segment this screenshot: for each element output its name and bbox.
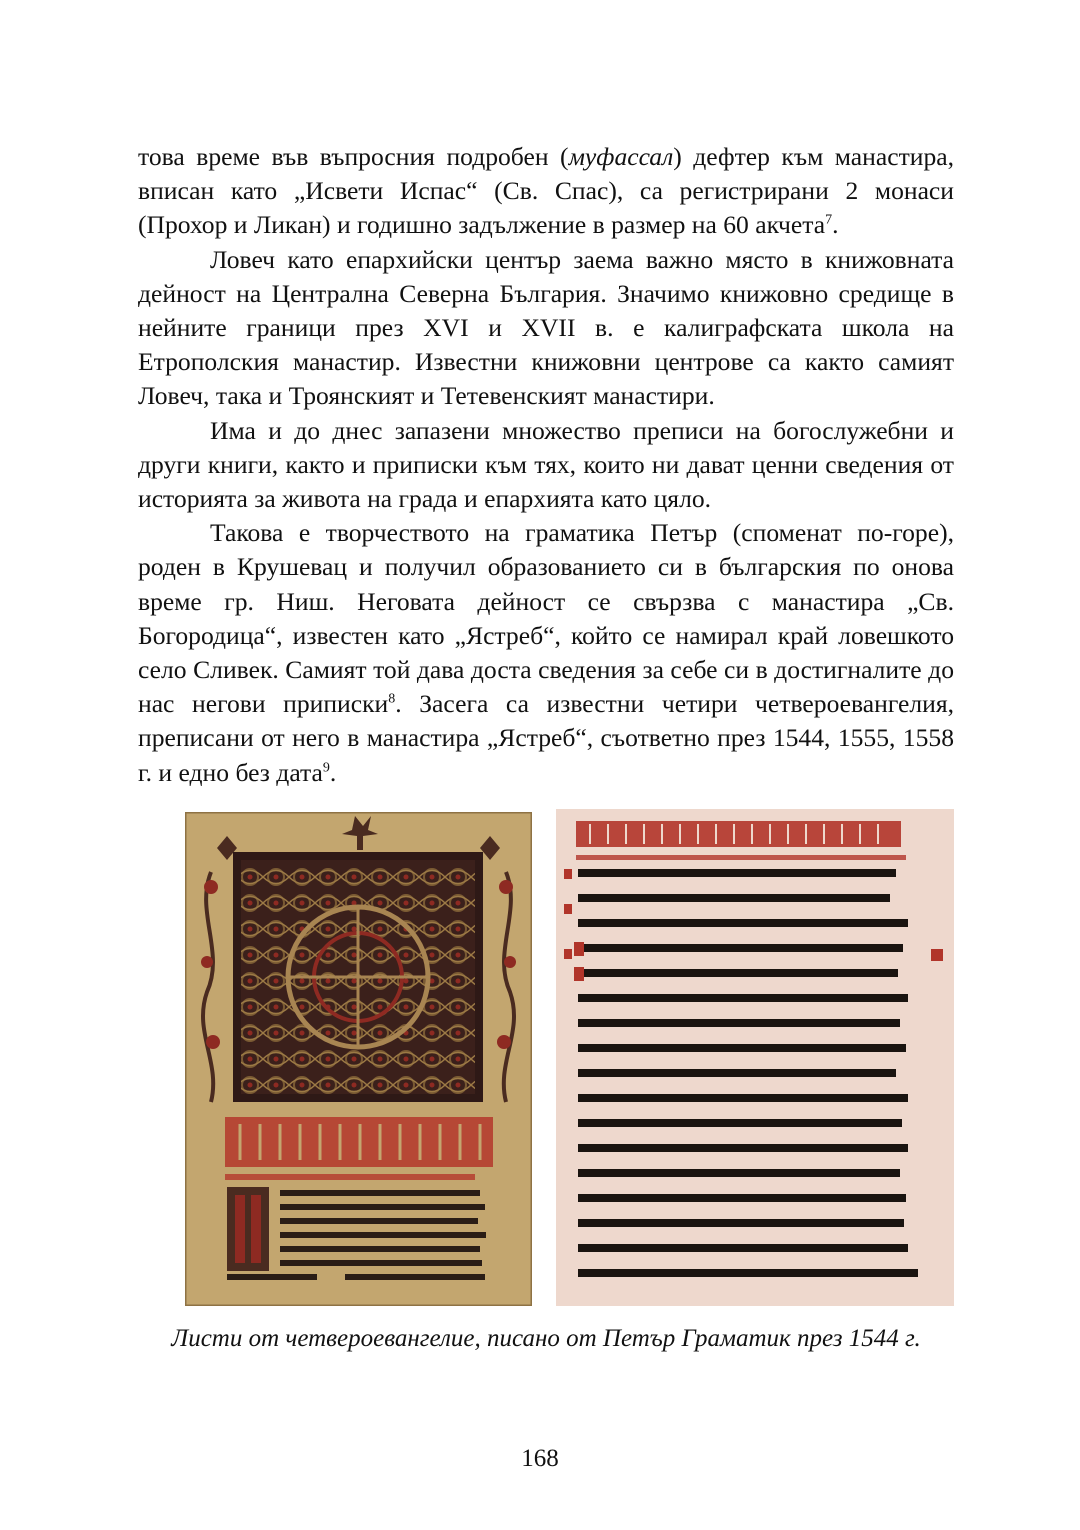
manuscript-image-right [556,809,954,1306]
illuminated-page-drawing [185,812,532,1306]
paragraph-1-end: . [832,210,839,240]
paragraph-1 [138,140,954,243]
paragraph-1-italic-term: муфассал [568,142,674,171]
paragraph-4-text-a: Такова е творчеството на граматика Петър (споменат по-горе), роден в Крушевац и получил образованието си в българския по онова време гр. Ниш. Неговата дейност се свързва с манастира „Св. Богородица“, известен като „Ястреб“, който се намирал край ловешкото село Сливек. Самият той дава доста сведения за себе си в достигналите до нас негови приписки [138,518,954,719]
page-number: 168 [521,1445,559,1472]
paragraph-1-text-b: ) дефтер към манастира, вписан като „Исвети Испас“ (Св. Спас), са регистрирани 2 монаси (Прохор и Ликан) и годишно задължение в размер на 60 акчета [138,142,954,240]
paragraph-1-text-a: това време във въпросния подробен ( [138,142,569,171]
paragraph-4-end: . [329,757,337,787]
footnote-ref-7[interactable]: 7 [825,212,833,228]
manuscript-image-left [185,812,532,1306]
text-page-drawing [556,809,954,1306]
footnote-ref-9[interactable]: 9 [322,760,330,776]
paragraph-4 [138,516,954,790]
body-text [138,140,954,790]
paragraph-4-text-b: . Засега са известни четири четвероевангелия, преписани от него в манастира „Ястреб“, съответно през 1544, 1555, 1558 г. и едно без дата [138,689,954,787]
figure-caption: Листи от четвероевангелие, писано от Петър Граматик през 1544 г. [171,1325,921,1352]
paragraph-2: Ловеч като епархийски център заема важно място в книжовната дейност на Централна Северна България. Значимо книжовно средище в нейните граници през XVI и XVII в. е калиграфската школа на Етрополския манастир. Известни книжовни центрове са както самият Ловеч, така и Троянският и Тетевенският манастири. [138,244,954,411]
footnote-ref-8[interactable]: 8 [388,691,396,707]
paragraph-3: Има и до днес запазени множество преписи на богослужебни и други книги, както и приписки към тях, които ни дават ценни сведения от историята за живота на града и епархията като цяло. [138,415,954,514]
